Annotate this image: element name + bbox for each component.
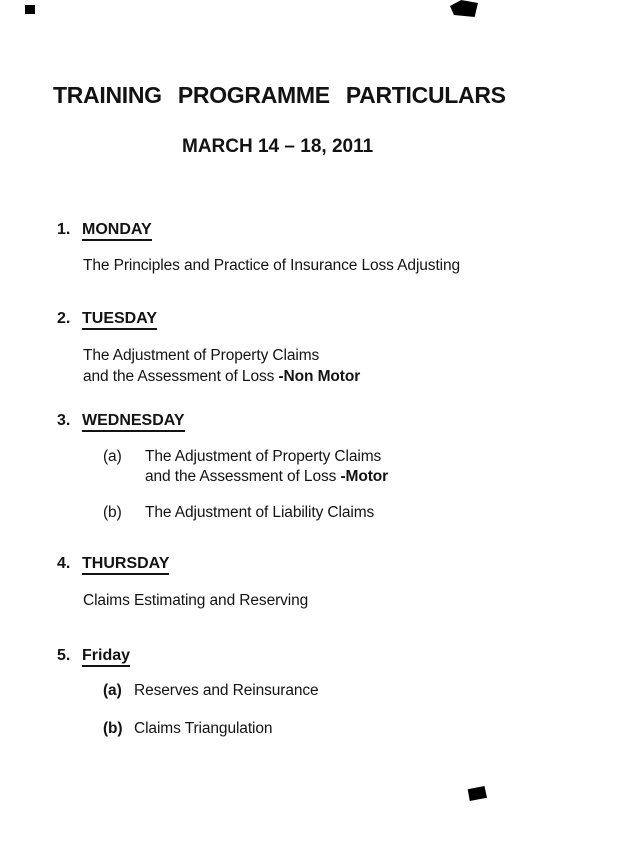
body-line xyxy=(134,681,319,701)
body-text: The Adjustment of Property Claims xyxy=(83,347,320,364)
body-line xyxy=(145,467,388,487)
section-day-label: TUESDAY xyxy=(82,310,157,330)
subitem-lines xyxy=(145,447,388,487)
section-number: 1. xyxy=(57,221,71,238)
section-number: 5. xyxy=(57,647,71,664)
section-heading-monday xyxy=(57,222,152,238)
scan-artifact-bottom-right xyxy=(466,786,487,801)
body-text: The Adjustment of Property Claims xyxy=(145,448,382,465)
body-text: Claims Estimating and Reserving xyxy=(83,592,309,609)
body-line xyxy=(83,255,460,276)
body-text: Reserves and Reinsurance xyxy=(134,682,319,699)
body-line xyxy=(134,719,272,739)
page-title: TRAINING PROGRAMME PARTICULARS xyxy=(53,82,506,108)
body-line xyxy=(83,590,308,611)
body-text: Claims Triangulation xyxy=(134,720,273,737)
section-body-thursday xyxy=(83,590,308,611)
body-text-bold: -Motor xyxy=(340,468,389,485)
section-day-label: WEDNESDAY xyxy=(82,412,185,432)
section-heading-thursday xyxy=(57,556,169,572)
section-heading-wednesday xyxy=(57,413,185,429)
body-line xyxy=(83,345,360,366)
section-number: 3. xyxy=(57,412,71,429)
subitem-wednesday-a xyxy=(103,447,388,487)
subitem-marker: (b) xyxy=(103,504,122,521)
body-line xyxy=(83,366,360,387)
date-range: MARCH 14 – 18, 2011 xyxy=(182,136,374,157)
section-heading-friday xyxy=(57,648,130,664)
body-text: and the Assessment of Loss xyxy=(83,368,279,385)
body-line xyxy=(145,503,374,523)
subitem-lines xyxy=(134,681,319,701)
section-number: 2. xyxy=(57,310,71,327)
subitem-marker: (b) xyxy=(103,720,123,737)
subitem-friday-b xyxy=(103,719,272,739)
subitem-wednesday-b xyxy=(103,503,374,523)
scan-artifact-top-right xyxy=(450,0,478,17)
section-heading-tuesday xyxy=(57,311,157,327)
section-number: 4. xyxy=(57,555,71,572)
section-body-monday xyxy=(83,255,460,276)
body-text: and the Assessment of Loss xyxy=(145,468,341,485)
body-line xyxy=(145,447,388,467)
section-day-label: THURSDAY xyxy=(82,555,169,575)
body-text: The Adjustment of Liability Claims xyxy=(145,504,375,521)
scan-artifact-top-left xyxy=(25,5,35,14)
subitem-lines xyxy=(134,719,272,739)
subitem-marker: (a) xyxy=(103,448,122,465)
subitem-lines xyxy=(145,503,374,523)
section-day-label: Friday xyxy=(82,647,130,667)
body-text: The Principles and Practice of Insurance Loss Adjusting xyxy=(83,257,461,274)
subitem-friday-a xyxy=(103,681,319,701)
section-body-tuesday xyxy=(83,345,360,387)
section-day-label: MONDAY xyxy=(82,221,152,241)
subitem-marker: (a) xyxy=(103,682,122,699)
body-text-bold: -Non Motor xyxy=(278,368,361,385)
